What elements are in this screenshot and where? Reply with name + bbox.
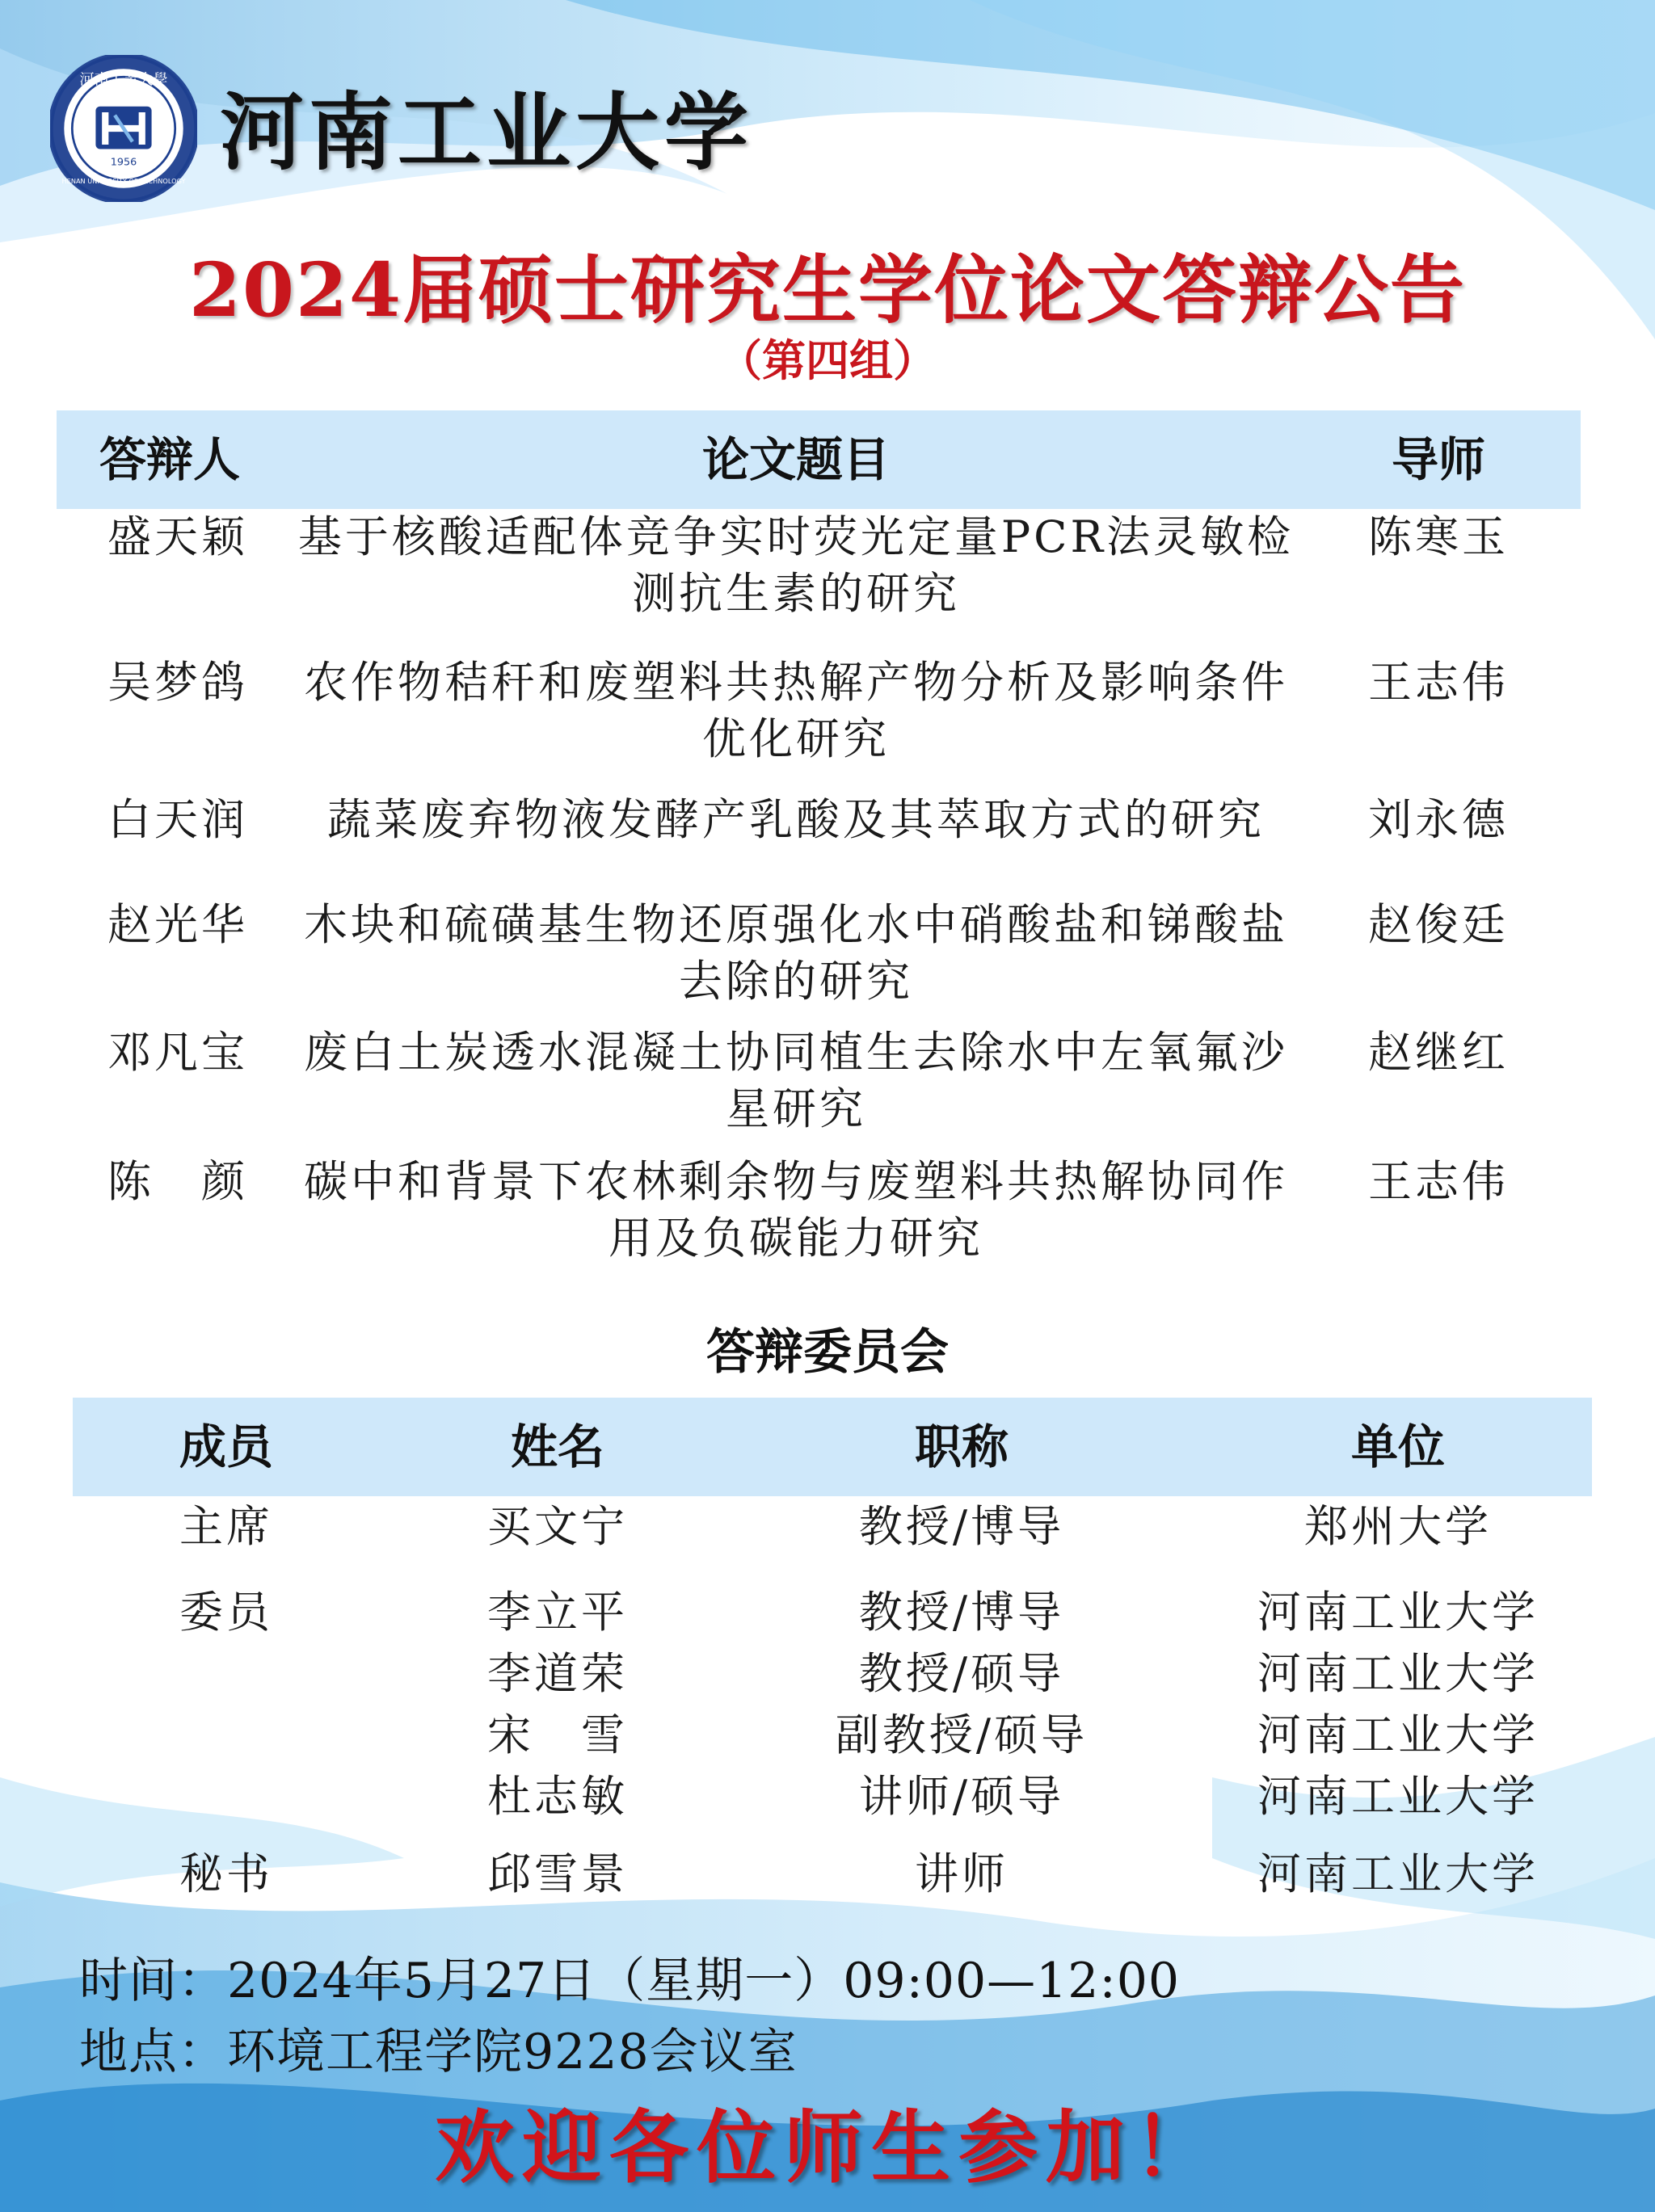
member-unit: 河南工业大学: [1257, 1848, 1539, 1899]
advisor-name: 陈寒玉: [1368, 511, 1509, 562]
time-label: 时间：: [79, 1953, 227, 2009]
header-unit: 单位: [1350, 1419, 1445, 1474]
member-name: 宋 雪: [487, 1709, 628, 1760]
place-label: 地点：: [79, 2024, 227, 2080]
member-role: 主席: [179, 1501, 273, 1552]
logo-ring-en: HENAN UNIVERSITY OF TECHNOLOGY: [61, 177, 186, 186]
advisor-name: 王志伟: [1368, 657, 1509, 708]
committee-table-header: [73, 1398, 1592, 1496]
committee-title: 答辩委员会: [706, 1324, 949, 1381]
header-member: 成员: [179, 1419, 273, 1474]
member-unit: 河南工业大学: [1257, 1771, 1539, 1822]
member-rank: 教授/硕导: [858, 1648, 1065, 1699]
thesis-title-line: 基于核酸适配体竞争实时荧光定量PCR法灵敏检: [297, 511, 1295, 562]
member-rank: 教授/博导: [858, 1587, 1065, 1638]
member-name: 邱雪景: [487, 1848, 628, 1899]
member-unit: 河南工业大学: [1257, 1648, 1539, 1699]
advisor-name: 赵俊廷: [1368, 899, 1509, 950]
member-role: 秘书: [179, 1848, 273, 1899]
header-defender: 答辩人: [99, 432, 240, 487]
defender-name: 盛天颖: [107, 511, 248, 562]
page-title: 2024届硕士研究生学位论文答辩公告: [188, 246, 1467, 334]
thesis-title-line: 碳中和背景下农林剩余物与废塑料共热解协同作: [304, 1156, 1288, 1207]
thesis-title-line: 蔬菜废弃物液发酵产乳酸及其萃取方式的研究: [327, 794, 1265, 845]
member-rank: 讲师/硕导: [858, 1771, 1065, 1822]
advisor-name: 王志伟: [1368, 1156, 1509, 1207]
member-rank: 教授/博导: [858, 1501, 1065, 1552]
place-line: [79, 2013, 798, 2083]
member-name: 李道荣: [487, 1648, 628, 1699]
defender-name: 白天润: [107, 794, 248, 845]
advisor-name: 刘永德: [1368, 794, 1509, 845]
member-name: 李立平: [487, 1587, 628, 1638]
advisor-name: 赵继红: [1368, 1027, 1509, 1078]
member-rank: 讲师: [915, 1848, 1009, 1899]
time-value: 2024年5月27日（星期一）09:00—12:00: [227, 1953, 1181, 2009]
header-name: 姓名: [510, 1419, 604, 1474]
member-name: 杜志敏: [487, 1771, 628, 1822]
time-line: [79, 1942, 1180, 2012]
member-rank: 副教授/硕导: [835, 1709, 1089, 1760]
header-rank: 职称: [914, 1419, 1009, 1474]
member-name: 买文宁: [487, 1501, 628, 1552]
university-name: 河南工业大学: [220, 82, 754, 182]
defender-name: 陈 颜: [107, 1156, 248, 1207]
member-unit: 郑州大学: [1304, 1501, 1492, 1552]
thesis-title-line: 农作物秸秆和废塑料共热解产物分析及影响条件: [304, 657, 1288, 708]
thesis-title-line: 木块和硫磺基生物还原强化水中硝酸盐和锑酸盐: [304, 899, 1288, 950]
defender-name: 赵光华: [107, 899, 248, 950]
thesis-title-line: 用及负碳能力研究: [609, 1213, 983, 1264]
thesis-title-line: 测抗生素的研究: [632, 568, 960, 619]
thesis-title-line: 星研究: [726, 1083, 866, 1134]
logo-ring-text: 河南工業大學: [79, 71, 168, 89]
thesis-title-line: 废白土炭透水混凝土协同植生去除水中左氧氟沙: [304, 1027, 1288, 1078]
member-unit: 河南工业大学: [1257, 1709, 1539, 1760]
university-logo: [50, 55, 197, 202]
thesis-title-line: 优化研究: [702, 713, 890, 764]
thesis-title-line: 去除的研究: [679, 956, 913, 1007]
logo-year: 1956: [110, 156, 137, 169]
header-advisor: 导师: [1391, 432, 1485, 487]
member-role: 委员: [179, 1587, 273, 1638]
group-subtitle: （第四组）: [718, 334, 937, 386]
place-value: 环境工程学院9228会议室: [227, 2024, 798, 2080]
member-unit: 河南工业大学: [1257, 1587, 1539, 1638]
defense-table-header: [57, 410, 1581, 509]
defender-name: 吴梦鸽: [107, 657, 248, 708]
header-thesis-title: 论文题目: [701, 432, 890, 487]
defender-name: 邓凡宝: [107, 1027, 248, 1078]
welcome-banner: 欢迎各位师生参加！: [434, 2101, 1220, 2194]
